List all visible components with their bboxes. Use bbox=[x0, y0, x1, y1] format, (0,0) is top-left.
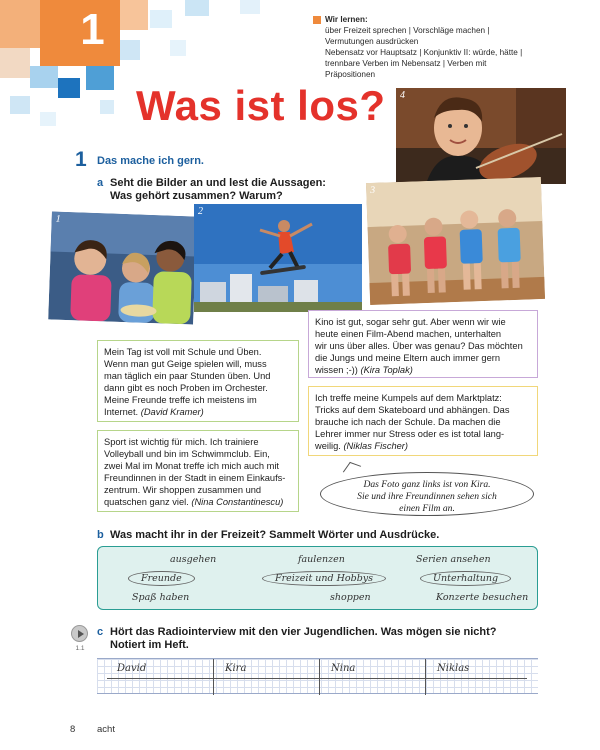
word-item-circled: Freizeit und Hobbys bbox=[262, 571, 386, 586]
unit-number: 1 bbox=[80, 5, 105, 54]
column-divider bbox=[425, 659, 426, 695]
statement-line: Ich treffe meine Kumpels auf dem Marktplatz: bbox=[315, 393, 502, 403]
photo-number-4: 4 bbox=[400, 90, 405, 101]
statement-author: (Kira Toplak) bbox=[360, 365, 413, 375]
word-item: shoppen bbox=[330, 592, 371, 603]
statement-line: wir uns über alles. Über was genau? Das möchten bbox=[315, 341, 523, 351]
exercise-number: 1 bbox=[75, 148, 87, 171]
statement-line: wissen ;-)) bbox=[315, 365, 358, 375]
learning-goal-line: Nebensatz vor Hauptsatz | Konjunktiv II: würde, hätte | bbox=[325, 48, 523, 57]
statement-line: Lehrer immer nur Stress oder es ist total lang- bbox=[315, 429, 505, 439]
photo-number-2: 2 bbox=[198, 206, 203, 217]
speech-bubble bbox=[320, 472, 534, 516]
photo-number-1: 1 bbox=[55, 213, 61, 225]
statement-line: Tricks auf dem Skateboard und abhängen. Das bbox=[315, 405, 510, 415]
learning-goal-line: Vermutungen ausdrücken bbox=[325, 37, 419, 46]
bubble-line: einen Film an. bbox=[399, 503, 455, 514]
statement-line: zwei Mal im Monat treffe ich mich auch mit bbox=[104, 461, 279, 471]
word-collection-box bbox=[97, 546, 538, 610]
notebook-name: Niklas bbox=[437, 663, 470, 674]
notebook-name: David bbox=[117, 663, 147, 674]
statement-david bbox=[97, 340, 299, 422]
word-item-circled: Freunde bbox=[128, 571, 195, 586]
orange-bullet-icon bbox=[313, 16, 321, 24]
statement-nina bbox=[97, 430, 299, 512]
page-number: 8 bbox=[70, 724, 76, 735]
statement-line: Wenn man gut Geige spielen will, muss bbox=[104, 359, 267, 369]
word-item: Spaß haben bbox=[132, 592, 190, 603]
task-c-line: Hört das Radiointerview mit den vier Jugendlichen. Was mögen sie nicht? bbox=[110, 626, 497, 638]
notebook-name: Nina bbox=[331, 663, 356, 674]
statement-author: (Niklas Fischer) bbox=[343, 441, 409, 451]
task-a-line: Seht die Bilder an und lest die Aussagen: bbox=[110, 177, 326, 189]
statement-line: die Jungs und meine Eltern auch immer gern bbox=[315, 353, 501, 363]
task-a bbox=[97, 177, 326, 203]
statement-line: weilig. bbox=[315, 441, 341, 451]
statement-line: Meine Freunde treffe ich meistens im bbox=[104, 395, 257, 405]
task-b-text: Was macht ihr in der Freizeit? Sammelt Wörter und Ausdrücke. bbox=[110, 529, 440, 541]
statement-author: (David Kramer) bbox=[140, 407, 204, 417]
photo-film-evening bbox=[48, 212, 197, 325]
bubble-line: Sie und ihre Freundinnen sehen sich bbox=[357, 491, 497, 502]
photo-violin-player bbox=[396, 88, 566, 184]
statement-kira bbox=[308, 310, 538, 378]
statement-line: dann gibt es noch Proben im Orchester. bbox=[104, 383, 268, 393]
statement-line: Freundinnen in der Stadt in einem Einkaufs- bbox=[104, 473, 286, 483]
statement-line: brauche ich nach der Schule. Da machen die bbox=[315, 417, 501, 427]
statement-niklas bbox=[308, 386, 538, 456]
violin-player-illustration bbox=[396, 88, 566, 184]
volleyball-team-illustration bbox=[366, 177, 545, 305]
word-item: ausgehen bbox=[170, 554, 217, 565]
header-underline bbox=[107, 678, 527, 679]
task-letter-b: b bbox=[97, 529, 104, 541]
audio-track-number: 1.1 bbox=[75, 645, 85, 652]
bubble-line: Das Foto ganz links ist von Kira. bbox=[363, 479, 491, 490]
film-evening-illustration bbox=[48, 212, 197, 325]
word-item: Serien ansehen bbox=[416, 554, 491, 565]
task-b bbox=[97, 529, 440, 542]
task-letter-a: a bbox=[97, 177, 104, 189]
word-item: Konzerte besuchen bbox=[436, 592, 529, 603]
statement-line: Internet. bbox=[104, 407, 139, 417]
learning-goal-line: über Freizeit sprechen | Vorschläge machen | bbox=[325, 26, 490, 35]
photo-volleyball-team bbox=[366, 177, 545, 305]
statement-line: quatschen ganz viel. bbox=[104, 497, 189, 507]
word-item: faulenzen bbox=[298, 554, 345, 565]
statement-line: Sport ist wichtig für mich. Ich trainiere bbox=[104, 437, 259, 447]
task-c bbox=[97, 626, 497, 652]
task-c-line: Notiert im Heft. bbox=[110, 639, 189, 651]
statement-line: Mein Tag ist voll mit Schule und Üben. bbox=[104, 347, 262, 357]
statement-author: (Nina Constantinescu) bbox=[191, 497, 284, 507]
notebook-name: Kira bbox=[225, 663, 247, 674]
learning-goals-heading: Wir lernen: bbox=[325, 15, 368, 24]
column-divider bbox=[319, 659, 320, 695]
exercise-title: Das mache ich gern. bbox=[97, 155, 204, 167]
statement-line: Kino ist gut, sogar sehr gut. Aber wenn wir wie bbox=[315, 317, 506, 327]
column-divider bbox=[213, 659, 214, 695]
word-item-circled: Unterhaltung bbox=[420, 571, 511, 586]
photo-skateboarder bbox=[194, 204, 362, 312]
task-letter-c: c bbox=[97, 626, 104, 638]
statement-line: Volleyball und bin im Schwimmclub. Ein, bbox=[104, 449, 270, 459]
speech-bubble-tail bbox=[343, 462, 361, 476]
photo-number-3: 3 bbox=[369, 184, 376, 196]
learning-goals bbox=[313, 14, 553, 80]
statement-line: man täglich ein paar Stunden üben. Und bbox=[104, 371, 271, 381]
statement-line: heute einen Film-Abend machen, unterhalten bbox=[315, 329, 502, 339]
learning-goal-line: trennbare Verben im Nebensatz | Verben mit bbox=[325, 59, 487, 68]
audio-play-button[interactable] bbox=[71, 625, 88, 642]
page-number-word: acht bbox=[97, 724, 115, 735]
learning-goal-line: Präpositionen bbox=[325, 70, 376, 79]
skateboarder-illustration bbox=[194, 204, 362, 312]
notebook-grid bbox=[97, 658, 538, 694]
task-a-line: Was gehört zusammen? Warum? bbox=[110, 190, 283, 202]
statement-line: zentrum. Wir shoppen zusammen und bbox=[104, 485, 262, 495]
unit-title: Was ist los? bbox=[136, 82, 386, 129]
